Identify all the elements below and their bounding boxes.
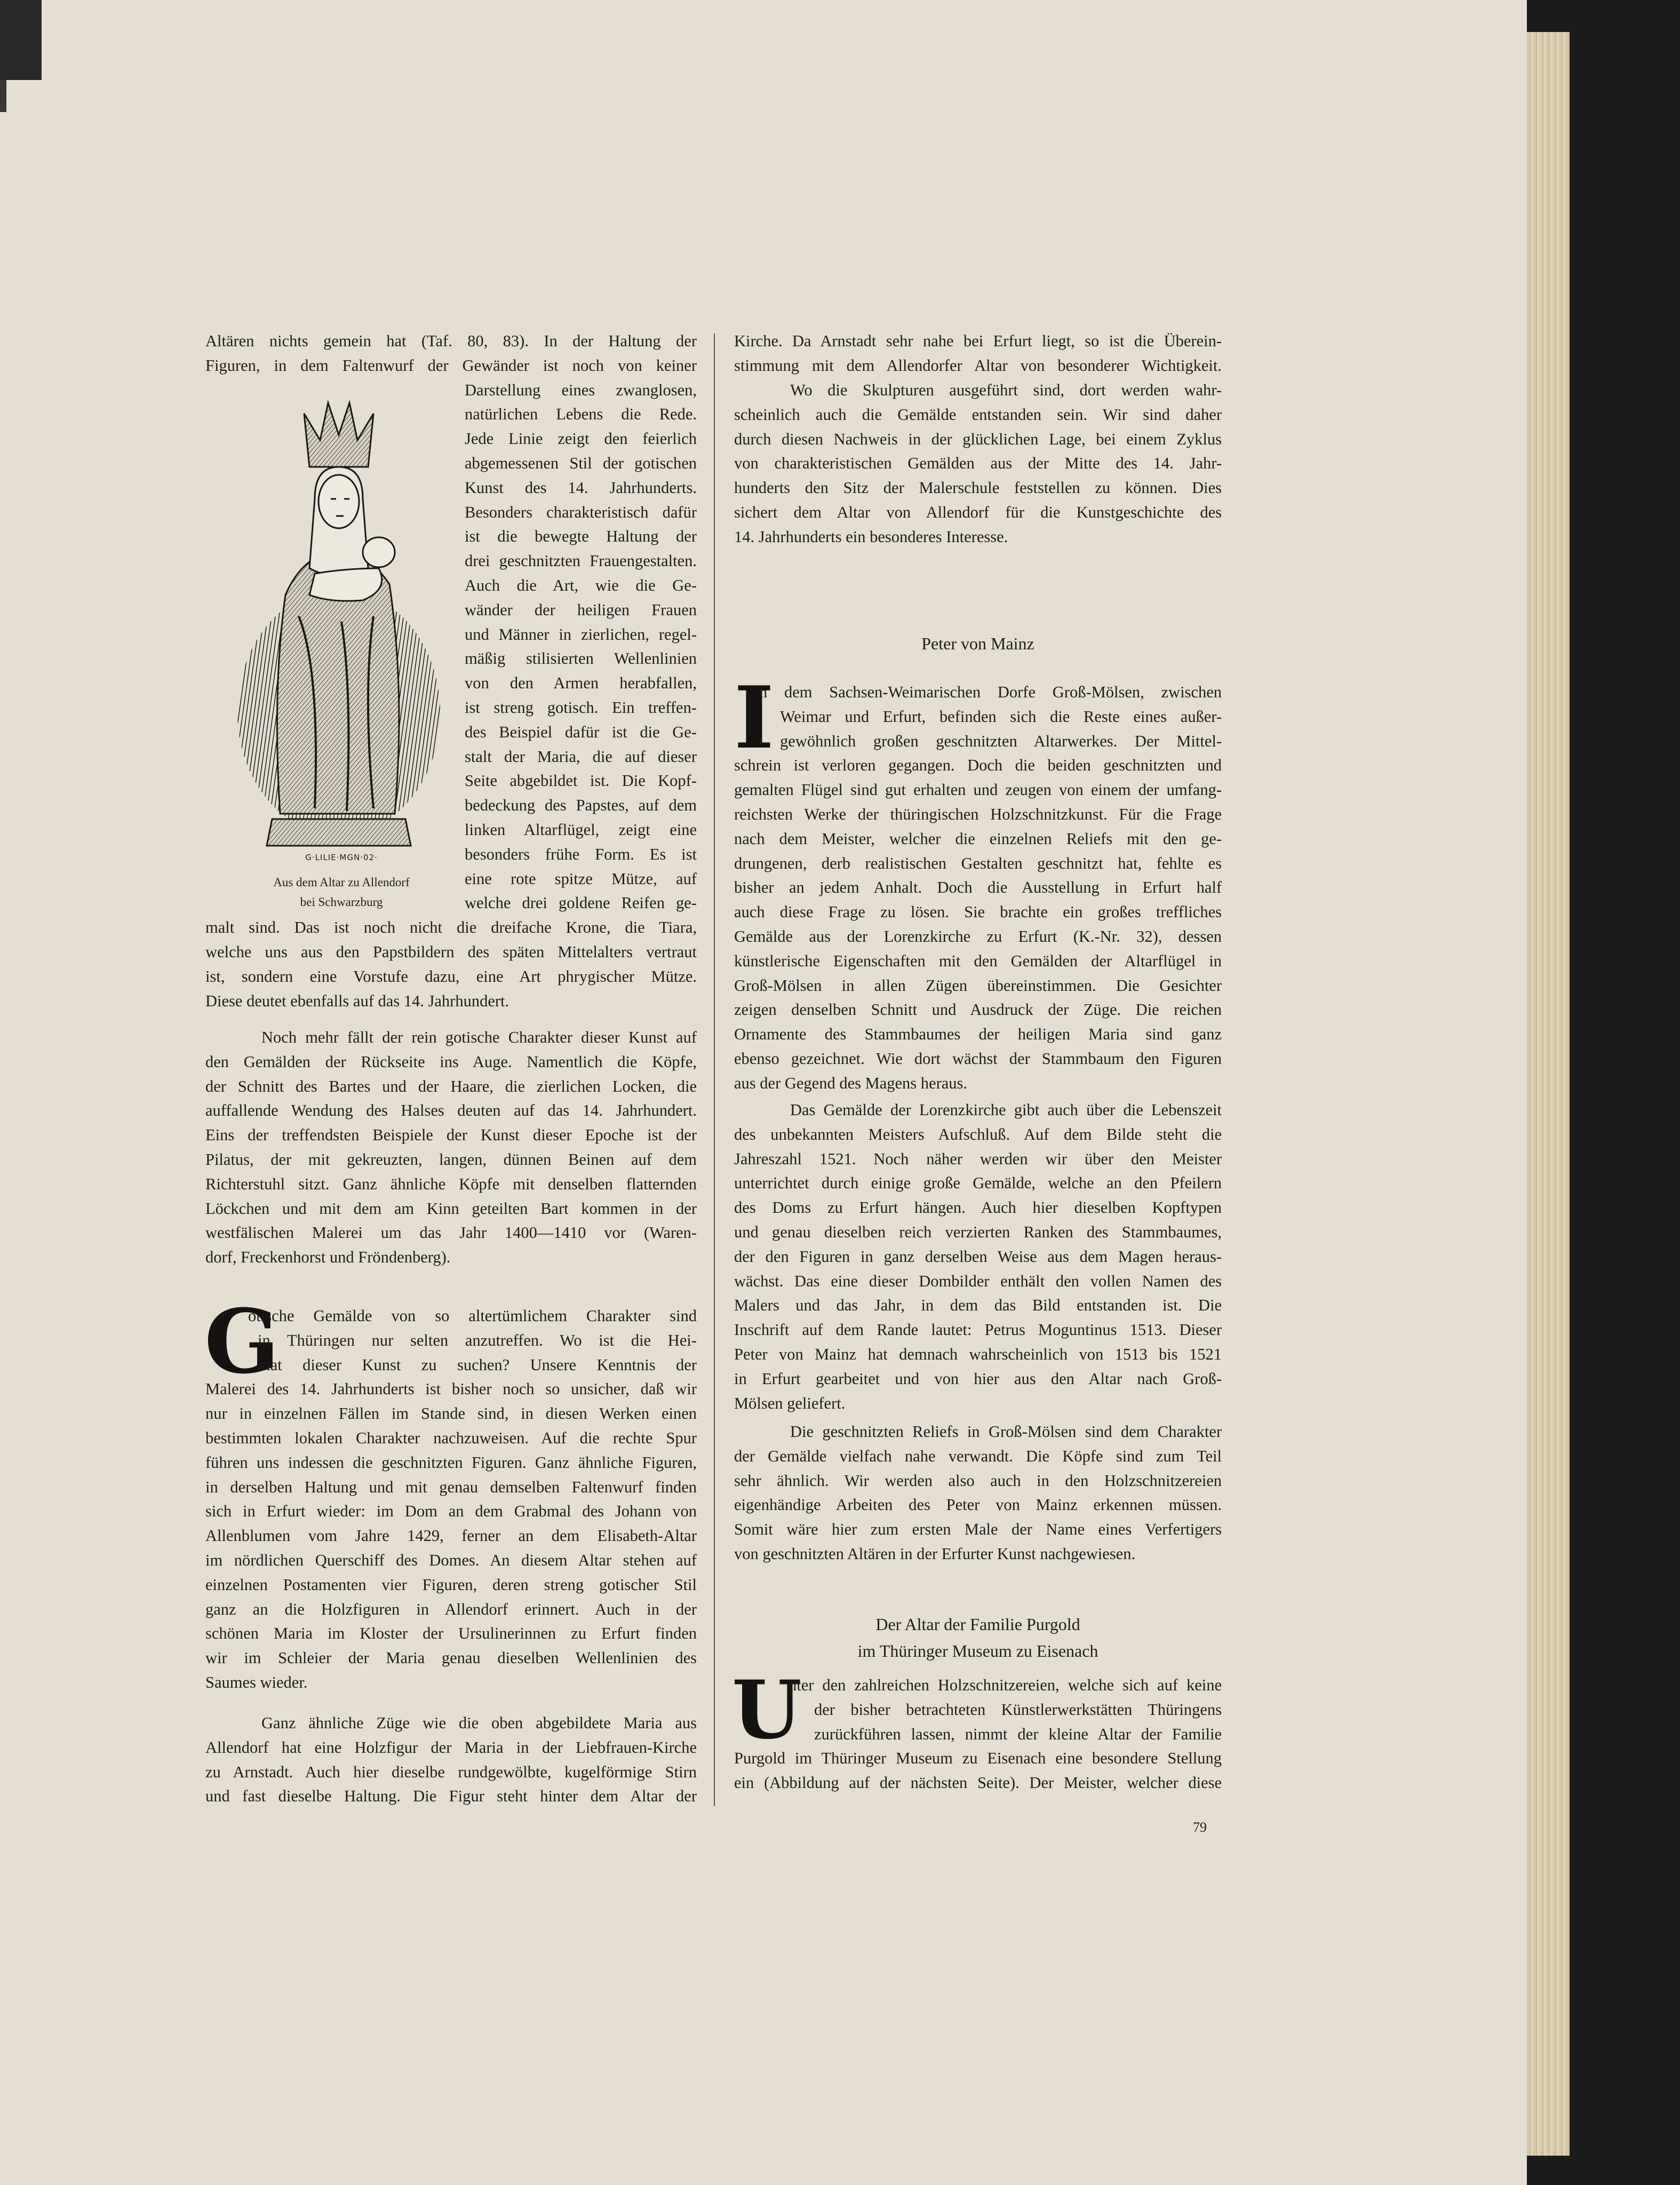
text-line: stimmung mit dem Allendorfer Altar von besonderer Wichtigkeit. <box>734 356 1222 375</box>
text-line: hunderts den Sitz der Malerschule feststellen zu können. Dies <box>734 479 1222 497</box>
text-line: Peter von Mainz hat demnach wahrscheinlich von 1513 bis 1521 <box>734 1345 1222 1363</box>
text-line: 14. Jahrhunderts ein besonderes Interesse. <box>734 527 1008 546</box>
text-line: eine rote spitze Mütze, auf <box>465 869 697 888</box>
text-line: schönen Maria im Kloster der Ursulinerinnen zu Erfurt finden <box>205 1624 697 1643</box>
text-line: sich in Erfurt wieder: im Dom an dem Grabmal des Johann von <box>205 1502 697 1521</box>
text-line: Malers und das Jahr, in dem das Bild entstanden ist. Die <box>734 1296 1222 1315</box>
text-line: in Thüringen nur selten anzutreffen. Wo ist die Hei- <box>258 1331 697 1349</box>
text-line: Ganz ähnliche Züge wie die oben abgebildete Maria aus <box>261 1714 697 1732</box>
text-line: Purgold im Thüringer Museum zu Eisenach eine besondere Stellung <box>734 1749 1222 1768</box>
text-line: im nördlichen Querschiff des Domes. An diesem Altar stehen auf <box>205 1551 697 1569</box>
text-line: der den Figuren in ganz derselben Weise aus dem Magen heraus- <box>734 1247 1222 1266</box>
text-line: Auch die Art, wie die Ge- <box>465 576 697 594</box>
text-line: Das Gemälde der Lorenzkirche gibt auch über die Lebenszeit <box>790 1101 1222 1119</box>
text-line: eigenhändige Arbeiten des Peter von Mainz erkennen müssen. <box>734 1496 1222 1514</box>
text-line: Löckchen und mit dem am Kinn geteilten Bart kommen in der <box>205 1199 697 1218</box>
text-line: Mölsen geliefert. <box>734 1394 846 1412</box>
text-line: aus der Gegend des Magens heraus. <box>734 1074 968 1092</box>
text-line: und Männer in zierlichen, regel- <box>465 625 697 643</box>
text-line: Kunst des 14. Jahrhunderts. <box>465 478 697 497</box>
text-line: nach dem Meister, welcher die einzelnen Reliefs mit den ge- <box>734 829 1222 848</box>
illustrator-signature: G·LILIE·MGN·02· <box>305 853 378 862</box>
text-line: Ornamente des Stammbaumes der heiligen Maria sind ganz <box>734 1025 1222 1044</box>
text-line: drungenen, derb realistischen Gestalten geschnitzt hat, fehlte es <box>734 854 1222 872</box>
paragraph <box>205 1304 697 1695</box>
text-line: ebenso gezeichnet. Wie dort wächst der Stammbaum den Figuren <box>734 1049 1222 1068</box>
text-line: Kirche. Da Arnstadt sehr nahe bei Erfurt liegt, so ist die Überein- <box>734 332 1222 350</box>
text-line: welche uns aus den Papstbildern des späten Mittelalters vertraut <box>205 942 697 961</box>
paragraph <box>734 1673 1222 1795</box>
page-number: 79 <box>1193 1819 1207 1835</box>
text-line: Noch mehr fällt der rein gotische Charakter dieser Kunst auf <box>261 1028 697 1046</box>
text-line: Jahreszahl 1521. Noch näher werden wir über den Meister <box>734 1149 1222 1168</box>
text-line: otische Gemälde von so altertümlichem Charakter sind <box>248 1307 697 1325</box>
paragraph <box>734 1420 1222 1567</box>
text-line: durch diesen Nachweis in der glücklichen Lage, bei einem Zyklus <box>734 430 1222 448</box>
text-line: Somit wäre hier zum ersten Male der Name eines Verfertigers <box>734 1520 1222 1539</box>
text-line: Groß-Mölsen in allen Zügen übereinstimmen. Die Gesichter <box>734 976 1222 995</box>
dropcap-letter: U <box>732 1663 802 1757</box>
text-line: malt sind. Das ist noch nicht die dreifache Krone, die Tiara, <box>205 918 697 937</box>
text-line: Jede Linie zeigt den feierlich <box>465 430 697 448</box>
text-line: Malerei des 14. Jahrhunderts ist bisher noch so unsicher, daß wir <box>205 1380 697 1399</box>
text-line: künstlerische Eigenschaften mit den Gemälden der Altarflügel in <box>734 951 1222 970</box>
text-line: Figuren, in dem Faltenwurf der Gewänder ist noch von keiner <box>205 356 697 375</box>
text-line: bisher an jedem Anhalt. Doch die Ausstellung in Erfurt half <box>734 878 1222 897</box>
text-line: zurückführen lassen, nimmt der kleine Altar der Familie <box>814 1725 1222 1743</box>
text-line: ganz an die Holzfiguren in Allendorf erinnert. Auch in der <box>205 1600 697 1618</box>
text-line: und genau dieselben reich verzierten Ranken des Stammbaumes, <box>734 1222 1222 1241</box>
text-line: von charakteristischen Gemälden aus der Mitte des 14. Jahr- <box>734 454 1222 473</box>
text-line: Saumes wieder. <box>205 1673 308 1691</box>
text-line: Seite abgebildet ist. Die Kopf- <box>465 772 697 790</box>
text-line: ein (Abbildung auf der nächsten Seite). Der Meister, welcher diese <box>734 1774 1222 1792</box>
text-line: mäßig stilisierten Wellenlinien <box>465 649 697 668</box>
text-line: zu Arnstadt. Auch hier dieselbe rundgewölbte, kugelförmige Stirn <box>205 1762 697 1781</box>
dropcap-letter: I <box>734 668 774 768</box>
caption-line: bei Schwarzburg <box>300 895 383 909</box>
text-line: Altären nichts gemein hat (Taf. 80, 83). In der Haltung der <box>205 332 697 350</box>
text-line: des Beispiel dafür ist die Ge- <box>465 722 697 741</box>
paragraph <box>734 329 1222 378</box>
dropcap-letter: G <box>204 1290 280 1393</box>
text-line: Allenblumen vom Jahre 1429, ferner an dem Elisabeth-Altar <box>205 1527 697 1545</box>
text-line: sichert dem Altar von Allendorf für die Kunstgeschichte des <box>734 503 1222 521</box>
text-line: des Doms zu Erfurt hängen. Auch hier dieselben Kopftypen <box>734 1198 1222 1217</box>
text-line: scheinlich auch die Gemälde entstanden sein. Wir sind daher <box>734 405 1222 424</box>
text-line: zeigen denselben Schnitt und Ausdruck der Züge. Die reichen <box>734 1000 1222 1019</box>
text-line: n dem Sachsen-Weimarischen Dorfe Groß-Mölsen, zwischen <box>759 683 1222 701</box>
text-line: nur in einzelnen Fällen im Stande sind, in diesen Werken einen <box>205 1404 697 1423</box>
caption-line: Aus dem Altar zu Allendorf <box>273 876 410 889</box>
text-line: von den Armen herabfallen, <box>465 674 697 693</box>
text-line: Die geschnitzten Reliefs in Groß-Mölsen sind dem Charakter <box>790 1423 1222 1441</box>
text-line: führen uns indessen die geschnitzten Figuren. Ganz ähnliche Figuren, <box>205 1453 697 1472</box>
paragraph <box>205 329 697 1013</box>
text-line: abgemessenen Stil der gotischen <box>465 454 697 472</box>
text-line: des unbekannten Meisters Aufschluß. Auf dem Bilde steht die <box>734 1125 1222 1143</box>
text-line: besonders frühe Form. Es ist <box>465 845 697 863</box>
text-line: auch diese Frage zu lösen. Sie brachte ein großes treffliches <box>734 903 1222 921</box>
binding-corner <box>0 0 42 80</box>
paragraph <box>205 1711 697 1809</box>
text-line: Richterstuhl sitzt. Ganz ähnliche Köpfe mit denselben flatternden <box>205 1174 697 1193</box>
text-line: Besonders charakteristisch dafür <box>465 503 697 521</box>
text-line: sehr ähnlich. Wir werden also auch in den Holzschnitzereien <box>734 1471 1222 1490</box>
text-line: Inschrift auf dem Rande lautet: Petrus Moguntinus 1513. Dieser <box>734 1321 1222 1339</box>
paragraph <box>734 1098 1222 1416</box>
paragraph <box>205 1026 697 1270</box>
paragraph <box>734 378 1222 550</box>
text-line: ist streng gotisch. Ein treffen- <box>465 698 697 717</box>
text-line: von geschnitzten Altären in der Erfurter Kunst nachgewiesen. <box>734 1544 1136 1563</box>
text-line: linken Altarflügel, zeigt eine <box>465 820 697 839</box>
text-line: dorf, Freckenhorst und Fröndenberg). <box>205 1248 451 1267</box>
text-line: den Gemälden der Rückseite ins Auge. Namentlich die Köpfe, <box>205 1052 697 1071</box>
text-line: in Erfurt gearbeitet und von hier aus den Altar nach Groß- <box>734 1369 1222 1388</box>
text-line: natürlichen Lebens die Rede. <box>465 405 697 424</box>
text-line: gemalten Flügel sind gut erhalten und zeugen von einem der umfang- <box>734 781 1222 799</box>
text-line: gewöhnlich großen geschnitzten Altarwerkes. Der Mittel- <box>780 732 1222 750</box>
text-line: welche drei goldene Reifen ge- <box>465 894 697 912</box>
text-line: der Schnitt des Bartes und der Haare, die zierlichen Locken, die <box>205 1077 697 1095</box>
text-line: bedeckung des Papstes, auf dem <box>465 796 697 815</box>
text-line: Pilatus, der mit gekreuzten, langen, dünnen Beinen auf dem <box>205 1150 697 1169</box>
text-line: der bisher betrachteten Künstlerwerkstätten Thüringens <box>814 1700 1222 1719</box>
text-line: westfälischen Malerei um das Jahr 1400—1410 vor (Waren- <box>205 1223 697 1242</box>
text-line: wänder der heiligen Frauen <box>465 600 697 619</box>
text-line: Allendorf hat eine Holzfigur der Maria in der Liebfrauen-Kirche <box>205 1738 697 1757</box>
text-line: bestimmten lokalen Charakter nachzuweisen. Auf die rechte Spur <box>205 1428 697 1447</box>
text-line: ist die bewegte Haltung der <box>465 527 697 546</box>
text-line: ist, sondern eine Vorstufe dazu, eine Art phrygischer Mütze. <box>205 967 697 986</box>
text-line: in derselben Haltung und mit genau demselben Faltenwurf finden <box>205 1477 697 1496</box>
text-line: Eins der treffendsten Beispiele der Kunst dieser Epoche ist der <box>205 1126 697 1145</box>
text-line: unterrichtet durch einige große Gemälde, welche an den Pfeilern <box>734 1174 1222 1193</box>
page-stack-edges <box>1527 32 1570 2156</box>
text-line: schrein ist verloren gegangen. Doch die beiden geschnitzten und <box>734 756 1222 775</box>
text-line: einzelnen Postamenten vier Figuren, deren streng gotischer Stil <box>205 1575 697 1594</box>
text-line: stalt der Maria, die auf dieser <box>465 747 697 766</box>
text-line: Weimar und Erfurt, befinden sich die Reste eines außer- <box>780 707 1222 726</box>
text-line: nter den zahlreichen Holzschnitzereien, welche sich auf keine <box>789 1676 1222 1694</box>
binding-edge <box>0 80 6 112</box>
text-line: drei geschnitzten Frauengestalten. <box>465 552 697 570</box>
text-line: Gemälde aus der Lorenzkirche zu Erfurt (K.-Nr. 32), dessen <box>734 927 1222 945</box>
text-line: der Gemälde vielfach nahe verwandt. Die Köpfe sind zum Teil <box>734 1447 1222 1465</box>
text-line: Diese deutet ebenfalls auf das 14. Jahrhundert. <box>205 991 509 1010</box>
text-line: und fast dieselbe Haltung. Die Figur steht hinter dem Altar der <box>205 1787 697 1806</box>
section-heading <box>734 1611 1222 1664</box>
text-line: mat dieser Kunst zu suchen? Unsere Kenntnis der <box>258 1355 697 1374</box>
heading-line: Der Altar der Familie Purgold <box>875 1615 1080 1634</box>
text-line: Darstellung eines zwanglosen, <box>465 380 697 399</box>
column-divider <box>714 333 715 1806</box>
section-heading: Peter von Mainz <box>921 634 1034 653</box>
text-line: wächst. Das eine dieser Dombilder enthält den vollen Namen des <box>734 1272 1222 1290</box>
text-line: auffallende Wendung des Halses deuten auf das 14. Jahrhundert. <box>205 1101 697 1120</box>
text-line: Wo die Skulpturen ausgeführt sind, dort werden wahr- <box>790 381 1222 399</box>
text-line: wir im Schleier der Maria genau dieselben Wellenlinien des <box>205 1649 697 1667</box>
heading-line: im Thüringer Museum zu Eisenach <box>857 1641 1098 1660</box>
text-line: reichsten Werke der thüringischen Holzschnitzkunst. Für die Frage <box>734 805 1222 823</box>
paragraph <box>734 680 1222 1096</box>
